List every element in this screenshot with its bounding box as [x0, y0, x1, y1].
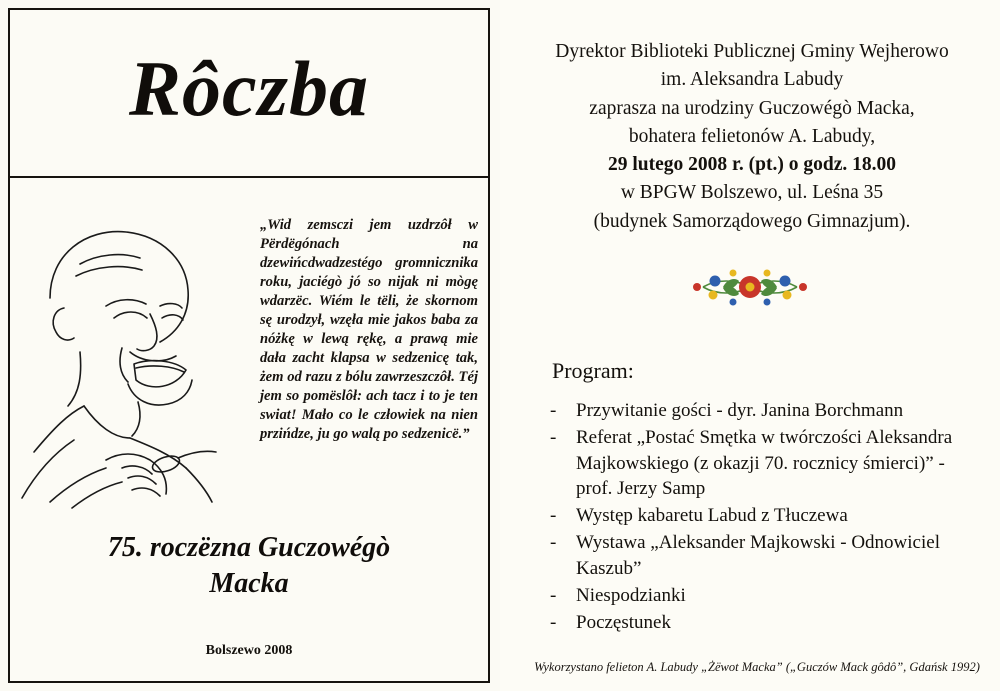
program-item-text: Poczęstunek: [576, 612, 671, 634]
invitation-line: Dyrektor Biblioteki Publicznej Gminy Wejherowo: [555, 41, 949, 62]
invitation-line: zaprasza na urodziny Guczowégò Macka,: [589, 97, 915, 119]
program-item-text: Przywitanie gości - dyr. Janina Borchmann: [576, 400, 904, 421]
program-item-text: Niespodzianki: [576, 584, 686, 606]
cover-quote: „Wid zemsczi jem uzdrzôł w Pёrdёgónach na dzewińcdwadzestégo gromnicznika roku, jaciégò jó so nijak ni mògę wdarzёc. Wiém le tёli, że skornom sę urodzył, wzęła mie jakos baba za nóżkę w lewą rękę, a prawą mie dała zacht klapsa w sedzenicę tak, żem od razu z bólu zawrzeszczôł. Téj jem so pomёslôł: ach tacz i to je ten swiat! Mało co le człowiek na nien przińdze, ju go walą po sedzenicё.”: [260, 217, 478, 442]
program-item: [550, 398, 980, 423]
program-item-bullet: -: [550, 532, 557, 554]
program-item-text: Referat „Postać Smętka w twórczości Aleksandra Majkowskiego (z okazji 70. rocznicy śmierci)” - prof. Jerzy Samp: [576, 427, 953, 499]
program-item: [550, 583, 980, 608]
program-item-bullet: -: [550, 584, 557, 606]
cover-subtitle-line2: Macka: [209, 568, 289, 600]
cover-frame: [8, 8, 490, 683]
invitation-header: [522, 38, 982, 236]
program-item: [550, 610, 980, 635]
program-item-bullet: -: [550, 505, 557, 527]
cover-title-band: [10, 10, 488, 178]
cover-subtitle-line1: 75. roczëzna Guczowégò: [107, 532, 391, 563]
cover-imprint: Bolszewo 2008: [205, 643, 293, 658]
cover-title: Rôczba: [129, 45, 369, 132]
invitation-line: w BPGW Bolszewo, ul. Leśna 35: [620, 182, 884, 204]
cover-subtitle: [28, 530, 470, 603]
invitation-line: (budynek Samorządowego Gimnazjum).: [593, 210, 911, 232]
invitation-line: im. Aleksandra Labudy: [660, 69, 844, 91]
source-footnote: Wykorzystano felieton A. Labudy „Żëwot Macka” („Guczów Mack gôdô”, Gdańsk 1992): [534, 660, 980, 674]
program-title: Program:: [552, 358, 634, 383]
portrait-illustration: [10, 202, 258, 512]
program-list: [550, 398, 980, 637]
program-item: [550, 530, 980, 581]
program-item: [550, 425, 980, 501]
program-item-text: Wystawa „Aleksander Majkowski - Odnowiciel Kaszub”: [576, 532, 940, 579]
program-item-bullet: -: [550, 427, 557, 449]
program-item: [550, 503, 980, 528]
program-item-text: Występ kabaretu Labud z Tłuczewa: [576, 505, 848, 527]
program-item-bullet: -: [550, 400, 557, 421]
program-item-bullet: -: [550, 612, 557, 634]
invitation-panel: [500, 0, 1000, 691]
invitation-line: 29 lutego 2008 r. (pt.) o godz. 18.00: [608, 154, 896, 176]
floral-ornament: [500, 248, 1000, 326]
invitation-line: bohatera felietonów A. Labudy,: [628, 125, 876, 147]
cover-body: [10, 180, 488, 681]
